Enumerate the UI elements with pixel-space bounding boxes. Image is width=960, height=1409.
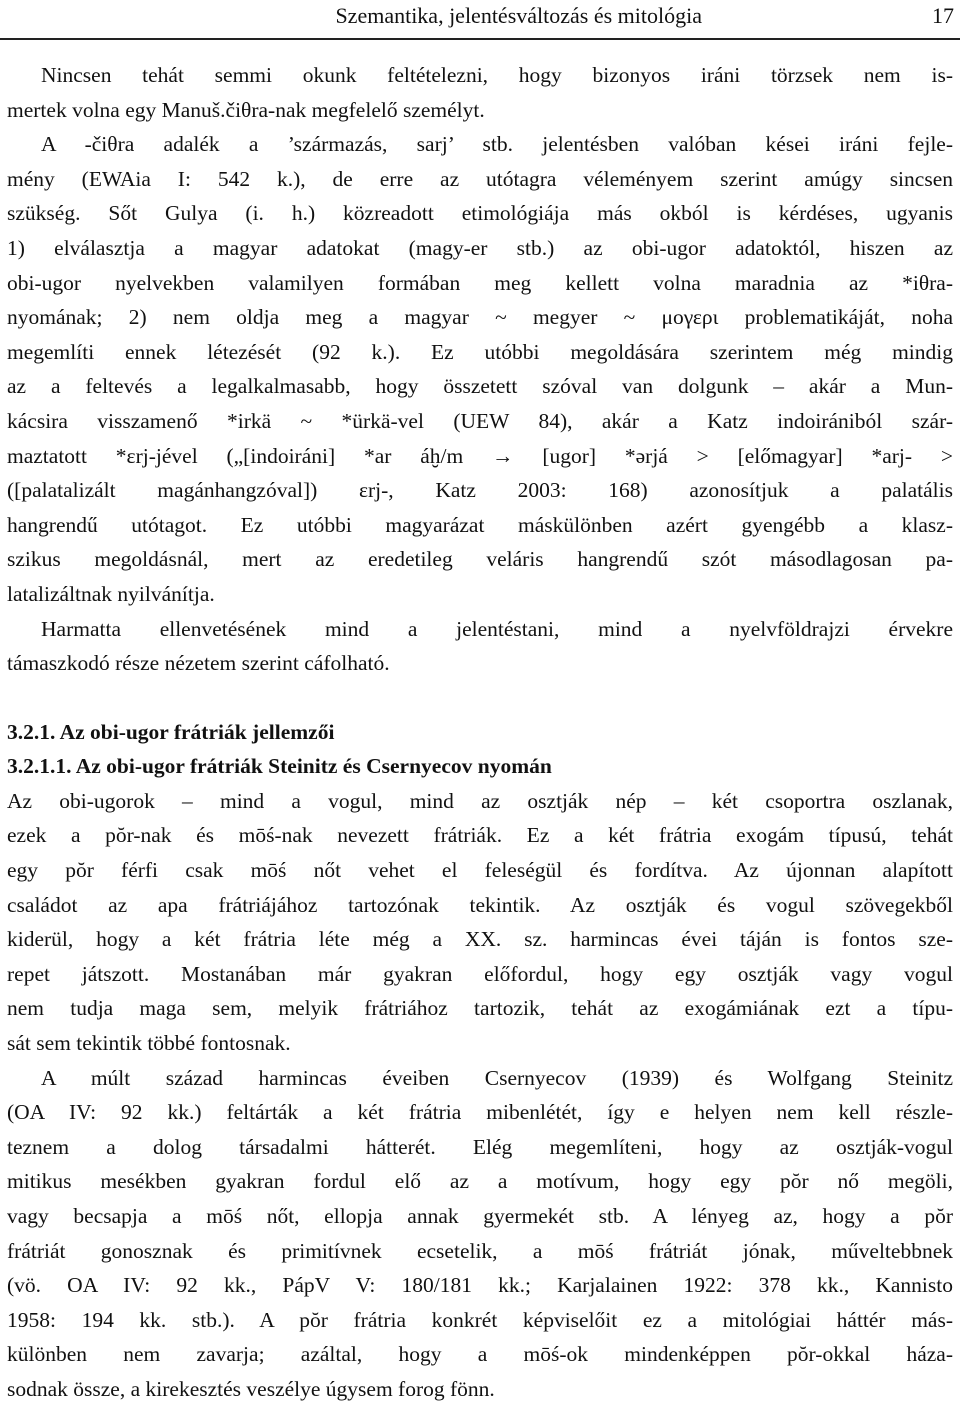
text-line: A múlt század harmincas éveiben Csernyecov (1939) és Wolfgang Steinitz bbox=[41, 1065, 953, 1090]
text-line: 1958: 194 kk. stb.). A pŏr frátria konkrét képviselőit ez a mitológiai háttér más- bbox=[7, 1307, 953, 1332]
text-line: megemlíti ennek létezését (92 k.). Ez utóbbi megoldására szerintem még mindig bbox=[7, 339, 953, 364]
body-text bbox=[7, 58, 953, 1407]
text-line: különben nem zavarja; azáltal, hogy a mōś-ok mindenképpen pŏr-okkal háza- bbox=[7, 1342, 953, 1367]
text-line: egy pŏr férfi csak mōś nőt vehet el feleségül és fordítva. Az újonnan alapított bbox=[7, 858, 953, 883]
text-line: az a feltevés a legalkalmasabb, hogy összetett szóval van dolgunk – akár a Mun- bbox=[7, 374, 953, 399]
text-line: obi-ugor nyelvekben valamilyen formában meg kellett volna maradnia az *iθra- bbox=[7, 270, 953, 295]
text-line: (OA IV: 92 kk.) feltárták a két frátria mibenlétét, így e helyen nem kell részle- bbox=[7, 1100, 953, 1125]
text-line: nem tudja maga sem, melyik frátriához tartozik, tehát az exogámiának ezt a típu- bbox=[7, 996, 953, 1021]
text-line: mitikus mesékben gyakran fordul elő az a motívum, hogy egy pŏr nő megöli, bbox=[7, 1169, 953, 1194]
paragraph-3 bbox=[7, 612, 953, 681]
text-line: (vö. OA IV: 92 kk., PápV V: 180/181 kk.; Karjalainen 1922: 378 kk., Kannisto bbox=[7, 1273, 953, 1298]
paragraph-4 bbox=[7, 784, 953, 1061]
paragraph-2 bbox=[7, 127, 953, 611]
text-line: családot az apa frátriájához tartozónak tekintik. Az osztják és vogul szövegekből bbox=[7, 892, 953, 917]
text-line: mertek volna egy Manuš.čiθra-nak megfelelő személyt. bbox=[7, 97, 485, 122]
running-header bbox=[0, 0, 960, 34]
section-heading: 3.2.1. Az obi-ugor frátriák jellemzői bbox=[7, 719, 335, 744]
text-line: szükség. Sőt Gulya (i. h.) közreadott etimológiája más okból is kérdéses, ugyanis bbox=[7, 201, 953, 226]
text-line: Az obi-ugorok – mind a vogul, mind az osztják nép – két csoportra oszlanak, bbox=[7, 788, 953, 813]
text-line: kácsira visszamenő *irkä ~ *ürkä-vel (UEW 84), akár a Katz indoirániból szár- bbox=[7, 408, 953, 433]
text-line: szikus megoldásnál, mert az eredetileg veláris hangrendű szót másodlagosan pa- bbox=[7, 547, 953, 572]
text-line: teznem a dolog társadalmi hátterét. Elég megemlíteni, hogy az osztják-vogul bbox=[7, 1134, 953, 1159]
page-number: 17 bbox=[932, 3, 954, 28]
text-line: támaszkodó része nézetem szerint cáfolható. bbox=[7, 651, 390, 676]
header-title: Szemantika, jelentésváltozás és mitológia bbox=[335, 3, 702, 28]
text-line: kiderül, hogy a két frátria léte még a XX. sz. harmincas évei táján is fontos sze- bbox=[7, 927, 953, 952]
text-line: Nincsen tehát semmi okunk feltételezni, hogy bizonyos iráni törzsek nem is- bbox=[41, 63, 953, 87]
text-line: mény (EWAia I: 542 k.), de erre az utótagra véleményem szerint amúgy sincsen bbox=[7, 166, 953, 191]
text-line: A -čiθra adalék a ’származás, sarj’ stb. jelentésben valóban kései iráni fejle- bbox=[41, 132, 953, 157]
text-line: maztatott *εrj-jével („[indoiráni] *ar áḫ/m → [ugor] *ərjá > [előmagyar] *arj- > bbox=[7, 443, 953, 468]
text-line: ezek a pŏr-nak és mōś-nak nevezett frátriák. Ez a két frátria exogám típusú, tehát bbox=[7, 823, 953, 848]
text-line: nyomának; 2) nem oldja meg a magyar ~ megyer ~ μογερι problematikáját, noha bbox=[7, 305, 953, 330]
text-line: frátriát gonosznak és primitívnek ecsetelik, a mōś frátriát jónak, műveltebbnek bbox=[7, 1238, 953, 1263]
text-line: sodnak össze, a kirekesztés veszélye úgysem forog fönn. bbox=[7, 1376, 495, 1401]
text-line: ([palatalizált magánhangzóval]) εrj-, Katz 2003: 168) azonosítjuk a palatális bbox=[7, 478, 953, 503]
header-rule bbox=[0, 38, 960, 40]
paragraph-5 bbox=[7, 1061, 953, 1407]
text-line: sát sem tekintik többé fontosnak. bbox=[7, 1031, 291, 1056]
text-line: Harmatta ellenvetésének mind a jelentéstani, mind a nyelvföldrajzi érvekre bbox=[41, 616, 953, 641]
text-line: vagy becsapja a mōś nőt, ellopja annak gyermekét stb. A lényeg az, hogy a pŏr bbox=[7, 1204, 953, 1228]
subsection-heading: 3.2.1.1. Az obi-ugor frátriák Steinitz és Csernyecov nyomán bbox=[7, 754, 552, 779]
text-line: repet játszott. Mostanában már gyakran előfordul, hogy egy osztják vagy vogul bbox=[7, 961, 953, 986]
text-line: 1) elválasztja a magyar adatokat (magy-er stb.) az obi-ugor adatoktól, hiszen az bbox=[7, 235, 953, 260]
text-line: hangrendű utótagot. Ez utóbbi magyarázat máskülönben azért gyengébb a klasz- bbox=[7, 512, 953, 537]
text-line: latalizáltnak nyilvánítja. bbox=[7, 581, 215, 606]
paragraph-1 bbox=[7, 58, 953, 127]
spacer bbox=[7, 681, 953, 715]
